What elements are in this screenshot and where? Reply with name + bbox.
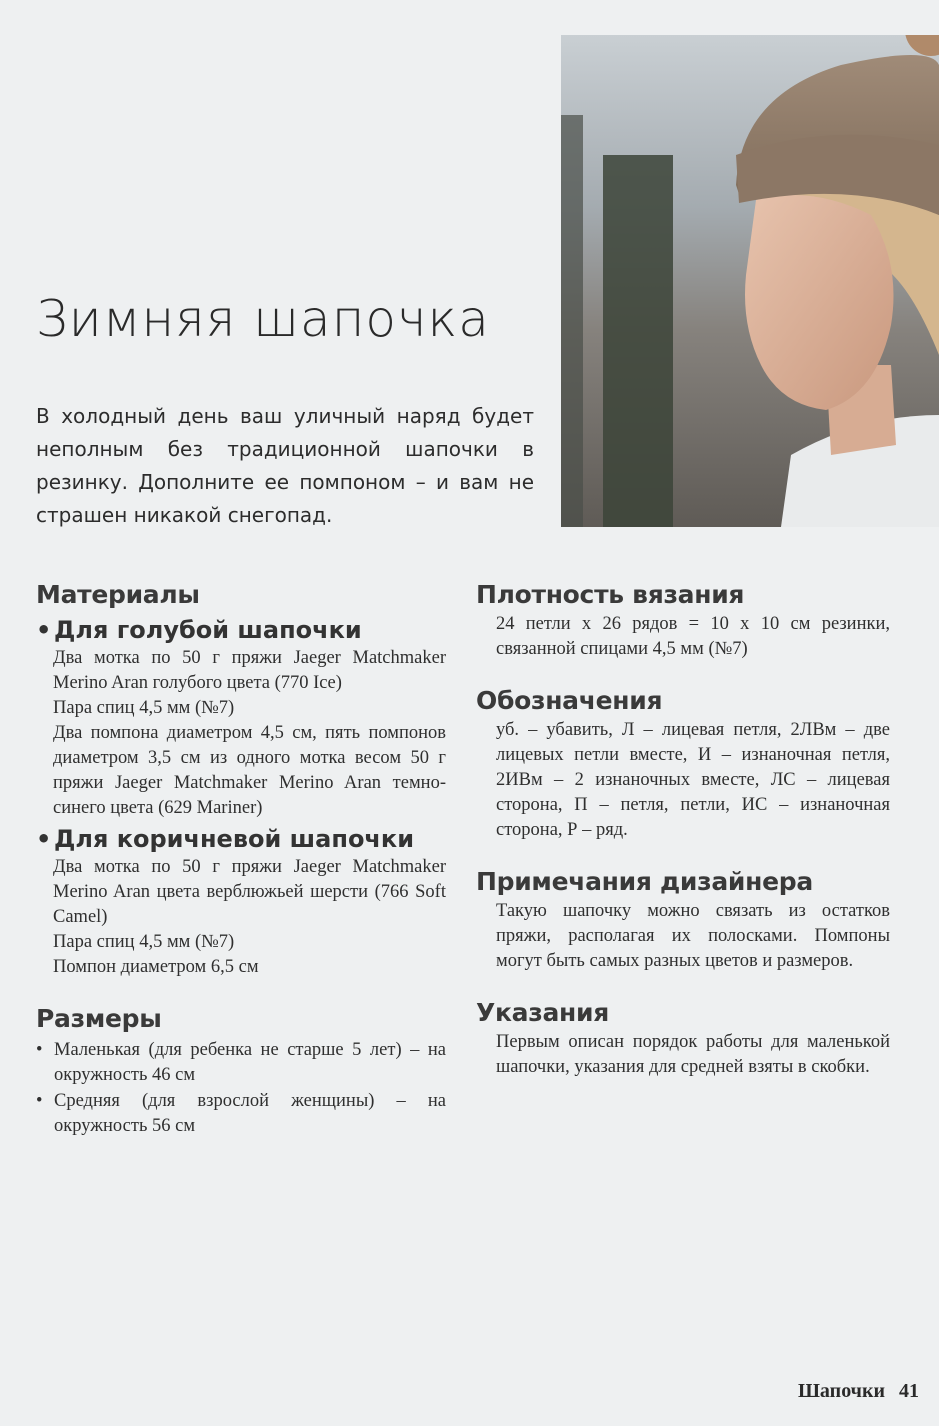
abbreviations-heading: Обозначения xyxy=(476,686,663,715)
intro-paragraph: В холодный день ваш уличный наряд будет неполным без традиционной шапочки в резинку. Дополните ее помпоном – и вам не страшен никакой снегопад. xyxy=(36,404,534,527)
article-title: Зимняя шапочка xyxy=(36,290,490,348)
list-item xyxy=(36,1038,446,1088)
sizes-heading: Размеры xyxy=(36,1004,162,1033)
bullet-icon: • xyxy=(36,1091,43,1111)
blue-hat-heading-text: Для голубой шапочки xyxy=(54,616,362,644)
brown-hat-heading xyxy=(36,823,446,855)
list-item xyxy=(36,1089,446,1139)
right-column xyxy=(476,578,890,1080)
gauge-text: 24 петли х 26 рядов = 10 х 10 см резинки, связанной спицами 4,5 мм (№7) xyxy=(496,614,890,659)
brown-yarn-line: Два мотка по 50 г пряжи Jaeger Matchmaker Merino Aran цвета верблюжьей шерсти (766 Soft Camel) xyxy=(53,857,446,927)
brown-needles-line: Пара спиц 4,5 мм (№7) xyxy=(53,932,235,952)
left-column xyxy=(36,578,446,1140)
blue-pompoms-line: Два помпона диаметром 4,5 см, пять помпонов диаметром 3,5 см из одного мотка весом 50 г пряжи Jaeger Matchmaker Merino Aran темно-синего цвета (629 Mariner) xyxy=(53,723,446,818)
abbreviations-text: уб. – убавить, Л – лицевая петля, 2ЛВм – две лицевых петли вместе, И – изнаночная петля, 2ИВм – 2 изнаночных вместе, ЛС – лицевая сторона, П – петля, петли, ИС – изнаночная сторона, Р – ряд. xyxy=(496,720,890,840)
instructions-text: Первым описан порядок работы для маленькой шапочки, указания для средней взяты в скобки. xyxy=(496,1032,890,1077)
blue-hat-materials xyxy=(53,646,446,821)
designer-notes-heading: Примечания дизайнера xyxy=(476,867,813,896)
gauge-heading: Плотность вязания xyxy=(476,580,745,609)
materials-heading: Материалы xyxy=(36,580,200,609)
page-footer xyxy=(798,1380,919,1403)
size-medium: Средняя (для взрослой женщины) – на окружность 56 см xyxy=(54,1091,446,1136)
brown-hat-materials xyxy=(53,855,446,980)
bullet-icon: • xyxy=(36,825,52,853)
page-number: 41 xyxy=(899,1380,919,1402)
brown-pompom-line: Помпон диаметром 6,5 см xyxy=(53,957,259,977)
photo-illustration xyxy=(561,35,939,527)
bullet-icon: • xyxy=(36,1040,43,1060)
blue-yarn-line: Два мотка по 50 г пряжи Jaeger Matchmaker Merino Aran голубого цвета (770 Ice) xyxy=(53,648,446,693)
designer-notes-text: Такую шапочку можно связать из остатков пряжи, располагая их полосками. Помпоны могут быть самых разных цветов и размеров. xyxy=(496,901,890,971)
instructions-heading: Указания xyxy=(476,998,609,1027)
bullet-icon: • xyxy=(36,616,52,644)
brown-hat-heading-text: Для коричневой шапочки xyxy=(54,825,415,853)
footer-section: Шапочки xyxy=(797,1380,885,1402)
woman-in-knitted-hat-photo xyxy=(561,35,939,527)
sizes-list xyxy=(36,1038,446,1139)
blue-needles-line: Пара спиц 4,5 мм (№7) xyxy=(53,698,235,718)
blue-hat-heading xyxy=(36,614,446,646)
size-small: Маленькая (для ребенка не старше 5 лет) – на окружность 46 см xyxy=(54,1040,446,1085)
